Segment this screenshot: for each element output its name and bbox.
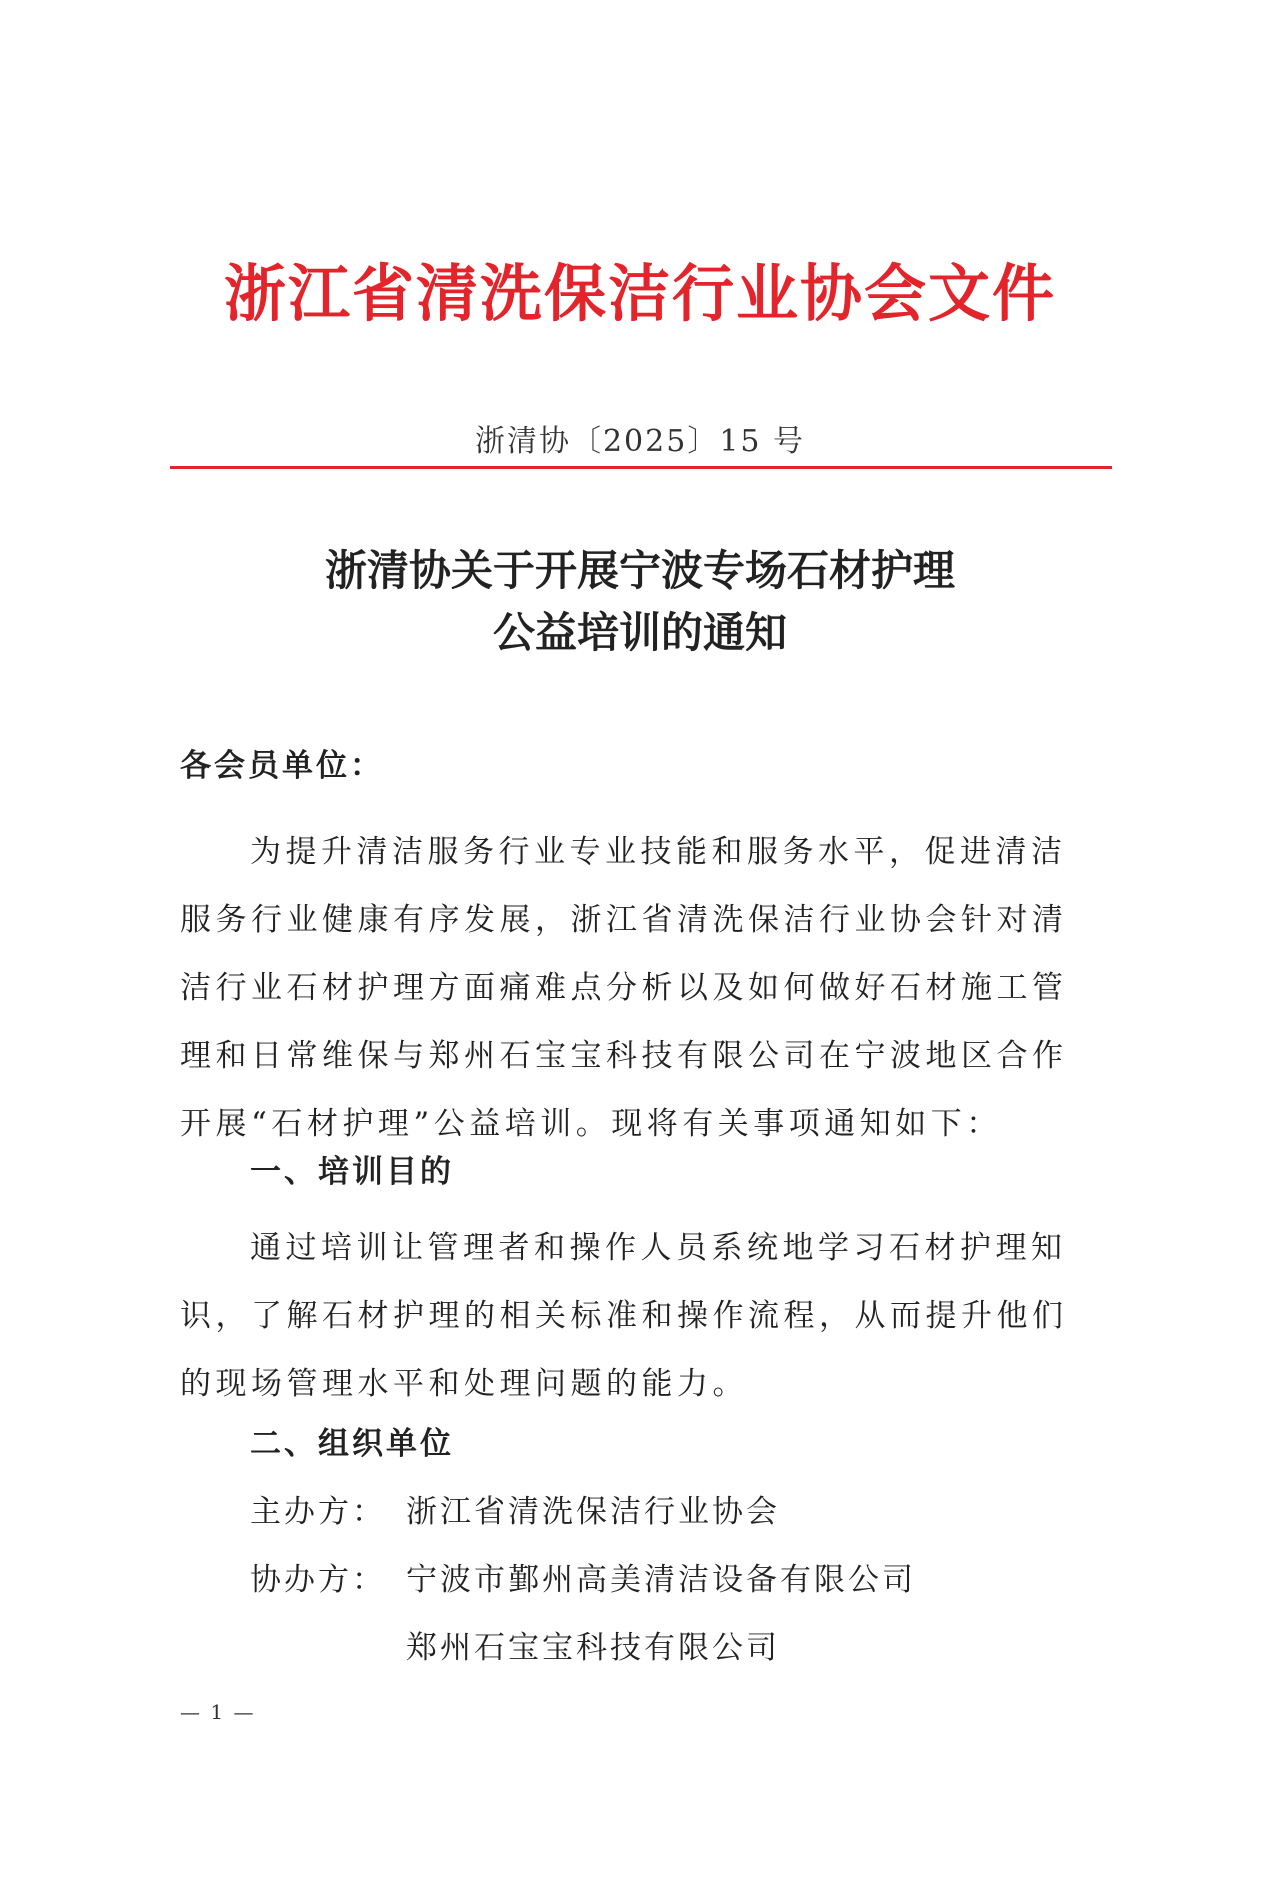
red-divider-line <box>170 466 1112 469</box>
co-organizer-row-2 <box>250 1622 780 1667</box>
co-organizer-label: 协办方： <box>250 1562 386 1598</box>
section-1-heading: 一、培训目的 <box>250 1154 454 1190</box>
notice-title <box>0 540 1280 664</box>
notice-title-line-2: 公益培训的通知 <box>492 608 787 657</box>
host-label: 主办方： <box>250 1494 386 1530</box>
document-number: 浙清协〔2025〕15 号 <box>474 424 806 459</box>
intro-paragraph: 为提升清洁服务行业专业技能和服务水平，促进清洁服务行业健康有序发展，浙江省清洗保洁行业协会针对清洁行业石材护理方面痛难点分析以及如何做好石材施工管理和日常维保与郑州石宝宝科技有限公司在宁波地区合作开展“石材护理”公益培训。现将有关事项通知如下： <box>180 834 1068 1142</box>
host-row <box>250 1486 780 1531</box>
page-number: — 1 — <box>180 1700 256 1724</box>
section-1-paragraph-block <box>180 1214 1090 1418</box>
section-1-paragraph: 通过培训让管理者和操作人员系统地学习石材护理知识，了解石材护理的相关标准和操作流程，从而提升他们的现场管理水平和处理问题的能力。 <box>180 1230 1068 1402</box>
org-file-header: 浙江省清洗保洁行业协会文件 <box>223 257 1056 330</box>
section-2-heading: 二、组织单位 <box>250 1426 454 1462</box>
salutation: 各会员单位： <box>180 748 384 784</box>
co-organizer-label-spacer <box>250 1622 406 1667</box>
notice-title-line-1: 浙清协关于开展宁波专场石材护理 <box>324 546 955 595</box>
co-organizer-value-2: 郑州石宝宝科技有限公司 <box>406 1630 780 1666</box>
co-organizer-value-1: 宁波市鄞州高美清洁设备有限公司 <box>406 1562 916 1598</box>
intro-paragraph-block <box>180 818 1090 1158</box>
host-value: 浙江省清洗保洁行业协会 <box>406 1494 780 1530</box>
co-organizer-row-1 <box>250 1554 916 1599</box>
